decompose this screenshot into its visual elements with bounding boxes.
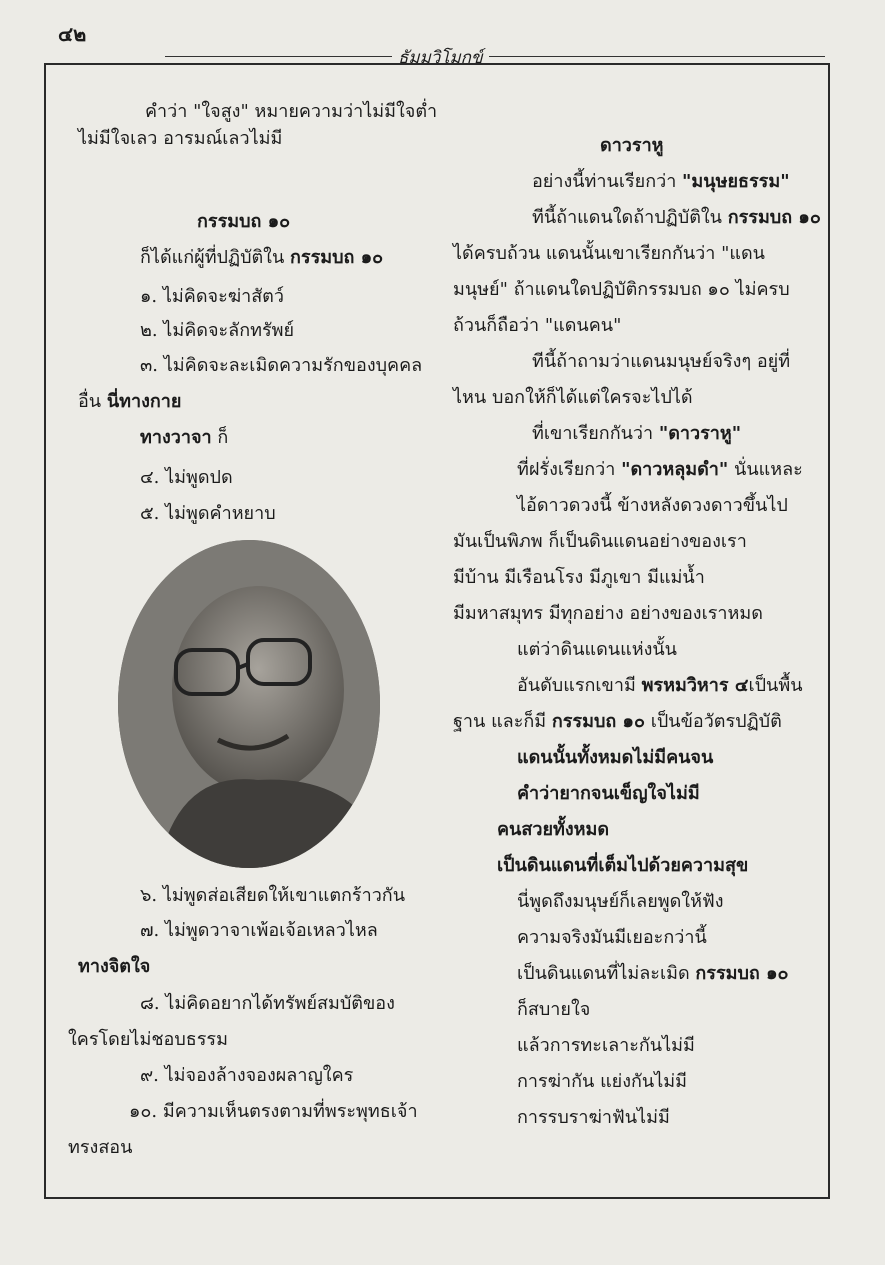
running-header-title: ธัมมวิโมกข์ xyxy=(392,44,489,71)
left_column-line xyxy=(140,354,422,378)
line-text: ทรงสอน xyxy=(68,1137,133,1158)
line-text: ๔. ไม่พูดปด xyxy=(140,467,233,488)
line-text: มีบ้าน มีเรือนโรง มีภูเขา มีแม่น้ำ xyxy=(453,567,705,588)
right_column-line xyxy=(532,170,790,194)
line-bold-term: "ดาวหลุมดำ" xyxy=(621,459,729,480)
line-text: ๕. ไม่พูดคำหยาบ xyxy=(140,503,276,524)
right_column-line xyxy=(497,818,609,842)
line-text: ๑. ไม่คิดจะฆ่าสัตว์ xyxy=(140,286,284,307)
line-text: ๓. ไม่คิดจะละเมิดความรักของบุคคล xyxy=(140,355,423,376)
line-text: เป็นดินแดนที่เต็มไปด้วยความสุข xyxy=(497,855,749,876)
left_column-line xyxy=(145,100,437,124)
line-bold-term: "ดาวราหู" xyxy=(658,423,742,444)
right_column-line xyxy=(453,530,747,554)
right_column-line xyxy=(453,566,705,590)
line-suffix: เป็นพื้น xyxy=(748,675,803,696)
left_column-line xyxy=(140,884,405,908)
left_column-line xyxy=(140,319,294,343)
line-bold-term: กรรมบถ ๑๐ xyxy=(290,247,384,268)
right_column-line xyxy=(517,926,707,950)
line-text: ก็สบายใจ xyxy=(517,999,591,1020)
line-suffix: ก็ xyxy=(211,427,229,448)
right_column-line xyxy=(453,242,765,266)
line-text: ที่เขาเรียกกันว่า xyxy=(532,423,659,444)
page-number: ๔๒ xyxy=(58,22,87,46)
line-text: ถ้วนก็ถือว่า "แดนคน" xyxy=(453,315,622,336)
line-text: อื่น xyxy=(78,391,107,412)
line-text: อย่างนี้ท่านเรียกว่า xyxy=(532,171,683,192)
line-text: มีมหาสมุทร มีทุกอย่าง อย่างของเราหมด xyxy=(453,603,763,624)
line-text: คนสวยทั้งหมด xyxy=(497,819,610,840)
line-text: มันเป็นพิภพ ก็เป็นดินแดนอย่างของเรา xyxy=(453,531,747,552)
right_column-line xyxy=(517,458,803,482)
line-text: ความจริงมันมีเยอะกว่านี้ xyxy=(517,927,707,948)
line-text: ดาวราหู xyxy=(600,135,664,156)
line-text: ทีนี้ถ้าถามว่าแดนมนุษย์จริงๆ อยู่ที่ xyxy=(532,351,791,372)
right_column-line xyxy=(517,782,700,806)
right_column-line xyxy=(600,134,664,158)
right_column-line xyxy=(517,674,803,698)
right_column-line xyxy=(453,386,693,410)
left_column-line xyxy=(78,127,282,151)
header-rule xyxy=(165,56,825,57)
line-suffix: นั่นแหละ xyxy=(728,459,803,480)
line-text: ๗. ไม่พูดวาจาเพ้อเจ้อเหลวไหล xyxy=(140,920,378,941)
left_column-line xyxy=(68,1136,132,1160)
line-text: เป็นดินแดนที่ไม่ละเมิด xyxy=(517,963,696,984)
left_column-line xyxy=(140,919,378,943)
line-text: ทางวาจา xyxy=(140,427,212,448)
portrait-illustration xyxy=(118,540,380,868)
line-text: คำว่า "ใจสูง" หมายความว่าไม่มีใจต่ำ xyxy=(145,101,438,122)
left_column-line xyxy=(140,426,228,450)
line-text: ก็ได้แก่ผู้ที่ปฏิบัติใน xyxy=(140,247,290,268)
line-text: แดนนั้นทั้งหมดไม่มีคนจน xyxy=(517,747,714,768)
line-text: แล้วการทะเลาะกันไม่มี xyxy=(517,1035,695,1056)
monk-portrait-photo xyxy=(118,540,380,868)
right_column-line xyxy=(517,890,724,914)
right_column-line xyxy=(517,494,788,518)
right_column-line xyxy=(517,1070,687,1094)
right_column-line xyxy=(497,854,748,878)
line-text: ทีนี้ถ้าแดนใดถ้าปฏิบัติใน xyxy=(532,207,728,228)
left_column-line xyxy=(140,502,276,526)
left_column-line xyxy=(140,466,233,490)
line-text: ๖. ไม่พูดส่อเสียดให้เขาแตกร้าวกัน xyxy=(140,885,406,906)
right_column-line xyxy=(453,314,621,338)
right_column-line xyxy=(517,638,677,662)
line-text: ไหน บอกให้ก็ได้แต่ใครจะไปได้ xyxy=(453,387,693,408)
right_column-line xyxy=(517,746,713,770)
line-text: ๘. ไม่คิดอยากได้ทรัพย์สมบัติของ xyxy=(140,993,395,1014)
line-text: ๒. ไม่คิดจะลักทรัพย์ xyxy=(140,320,295,341)
line-text: ที่ฝรั่งเรียกว่า xyxy=(517,459,622,480)
left_column-line xyxy=(140,246,383,270)
line-text: ไอ้ดาวดวงนี้ ข้างหลังดวงดาวขึ้นไป xyxy=(517,495,788,516)
line-text: ใครโดยไม่ชอบธรรม xyxy=(68,1029,228,1050)
left_column-line xyxy=(78,390,181,414)
left_column-line xyxy=(140,1064,353,1088)
right_column-line xyxy=(517,1034,695,1058)
line-text: ทางจิตใจ xyxy=(78,956,151,977)
line-bold-term: พรหมวิหาร ๔ xyxy=(641,675,749,696)
left_column-line xyxy=(140,992,395,1016)
line-text: มนุษย์" ถ้าแดนใดปฏิบัติกรรมบถ ๑๐ ไม่ครบ xyxy=(453,279,790,300)
left_column-line xyxy=(129,1100,418,1124)
line-text: คำว่ายากจนเข็ญใจไม่มี xyxy=(517,783,700,804)
line-text: อันดับแรกเขามี xyxy=(517,675,642,696)
right_column-line xyxy=(517,962,789,986)
left_column-line xyxy=(197,210,290,234)
left_column-line xyxy=(68,1028,228,1052)
right_column-line xyxy=(532,350,790,374)
line-text: ฐาน และก็มี xyxy=(453,711,552,732)
line-bold-term: กรรมบถ ๑๐ xyxy=(551,711,645,732)
line-suffix: เป็นข้อวัตรปฏิบัติ xyxy=(644,711,782,732)
left_column-line xyxy=(78,955,150,979)
line-text: การรบราฆ่าฟันไม่มี xyxy=(517,1107,670,1128)
line-text: การฆ่ากัน แย่งกันไม่มี xyxy=(517,1071,687,1092)
right_column-line xyxy=(453,278,790,302)
line-text: ไม่มีใจเลว อารมณ์เลวไม่มี xyxy=(78,128,283,149)
line-text: ได้ครบถ้วน แดนนั้นเขาเรียกกันว่า "แดน xyxy=(453,243,765,264)
right_column-line xyxy=(532,206,821,230)
line-text: กรรมบถ ๑๐ xyxy=(197,211,291,232)
line-text: นี่พูดถึงมนุษย์ก็เลยพูดให้ฟัง xyxy=(517,891,724,912)
right_column-line xyxy=(453,710,782,734)
line-bold-term: "มนุษยธรรม" xyxy=(682,171,790,192)
line-text: แต่ว่าดินแดนแห่งนั้น xyxy=(517,639,677,660)
right_column-line xyxy=(517,1106,670,1130)
line-bold-term: นี่ทางกาย xyxy=(106,391,182,412)
right_column-line xyxy=(532,422,741,446)
right_column-line xyxy=(453,602,763,626)
left_column-line xyxy=(140,285,284,309)
line-bold-term: กรรมบถ ๑๐ xyxy=(695,963,789,984)
line-bold-term: กรรมบถ ๑๐ xyxy=(727,207,821,228)
line-text: ๙. ไม่จองล้างจองผลาญใคร xyxy=(140,1065,354,1086)
line-text: ๑๐. มีความเห็นตรงตามที่พระพุทธเจ้า xyxy=(129,1101,418,1122)
right_column-line xyxy=(517,998,590,1022)
